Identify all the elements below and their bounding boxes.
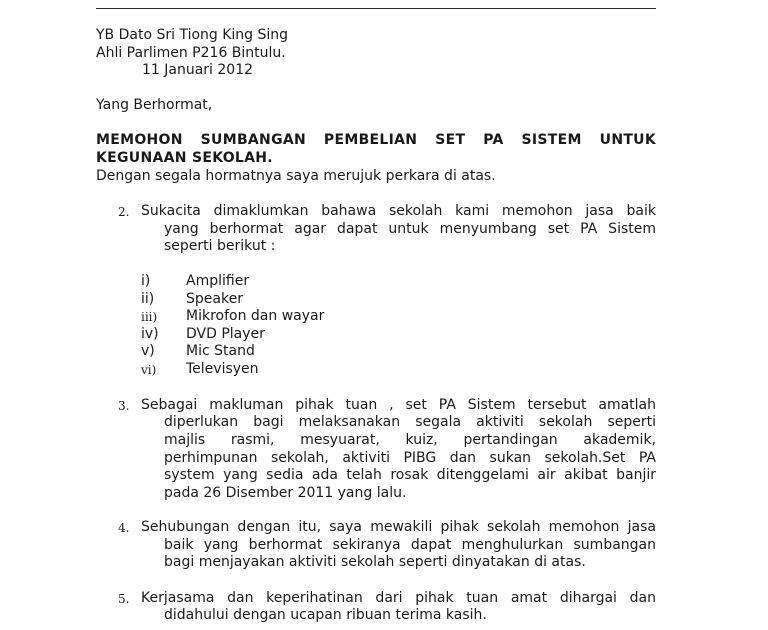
para5-number: 5. bbox=[118, 592, 130, 606]
para2-line-3: seperti berikut : bbox=[164, 238, 276, 254]
para5-line-2: didahului dengan ucapan ribuan terima kasih. bbox=[164, 607, 487, 623]
para4-number: 4. bbox=[118, 521, 130, 535]
para2-line-2: yang berhormat agar dapat untuk menyumbang set PA Sistem bbox=[164, 221, 656, 237]
para3-line-3: majlis rasmi, mesyuarat, kuiz, pertandingan akademik, bbox=[164, 432, 656, 448]
item-numeral: ii) bbox=[141, 291, 155, 307]
para4-line-2: baik yang berhormat sekiranya dapat menghulurkan sumbangan bbox=[164, 537, 656, 553]
para3-line-1: Sebagai makluman pihak tuan , set PA Sistem tersebut amatlah bbox=[141, 397, 656, 413]
subject-line-1: MEMOHON SUMBANGAN PEMBELIAN SET PA SISTEM UNTUK bbox=[96, 132, 656, 148]
para4-line-1: Sehubungan dengan itu, saya mewakili pihak sekolah memohon jasa bbox=[141, 519, 656, 535]
para3-line-5: system yang sedia ada telah rosak ditenggelami air akibat banjir bbox=[164, 467, 656, 483]
para3-number: 3. bbox=[118, 399, 130, 413]
subject-line-2: KEGUNAAN SEKOLAH. bbox=[96, 150, 273, 166]
para3-line-6: pada 26 Disember 2011 yang lalu. bbox=[164, 485, 407, 501]
item-label: Mic Stand bbox=[186, 343, 255, 359]
para3-line-2: diperlukan bagi melaksanakan segala aktiviti sekolah seperti bbox=[164, 414, 656, 430]
para2-line-1: Sukacita dimaklumkan bahawa sekolah kami memohon jasa baik bbox=[141, 203, 656, 219]
salutation: Yang Berhormat, bbox=[96, 97, 213, 113]
top-rule bbox=[96, 8, 656, 9]
item-numeral: vi) bbox=[141, 363, 157, 377]
para2-number: 2. bbox=[118, 205, 130, 219]
item-numeral: iv) bbox=[141, 326, 159, 342]
item-label: DVD Player bbox=[186, 326, 265, 342]
item-label: Amplifier bbox=[186, 273, 250, 289]
para4-line-3: bagi menjayakan aktiviti sekolah seperti dinyatakan di atas. bbox=[164, 554, 586, 570]
para5-line-1: Kerjasama dan keperihatinan dari pihak tuan amat dihargai dan bbox=[141, 590, 656, 606]
item-label: Speaker bbox=[186, 291, 243, 307]
recipient-title: Ahli Parlimen P216 Bintulu. bbox=[96, 45, 286, 61]
letter-date: 11 Januari 2012 bbox=[142, 62, 254, 78]
item-label: Mikrofon dan wayar bbox=[186, 308, 325, 324]
item-numeral: i) bbox=[141, 273, 151, 289]
recipient-name: YB Dato Sri Tiong King Sing bbox=[96, 27, 289, 43]
item-numeral: v) bbox=[141, 343, 155, 359]
para3-line-4: perhimpunan sekolah, aktiviti PIBG dan sukan sekolah.Set PA bbox=[164, 450, 656, 466]
item-label: Televisyen bbox=[186, 361, 259, 377]
intro-text: Dengan segala hormatnya saya merujuk perkara di atas. bbox=[96, 168, 496, 184]
item-numeral: iii) bbox=[141, 310, 158, 324]
